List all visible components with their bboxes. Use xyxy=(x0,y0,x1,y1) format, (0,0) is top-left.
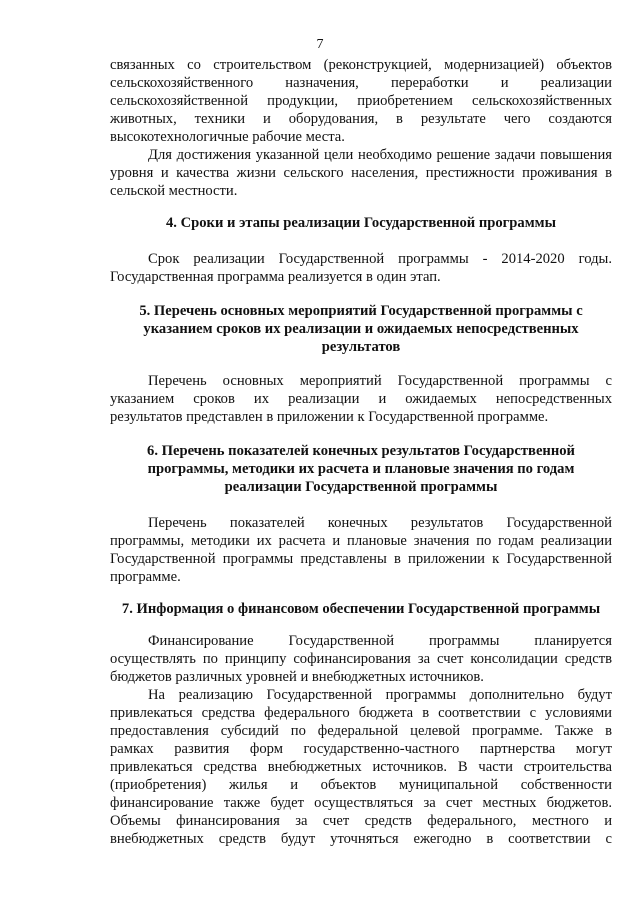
text-line: сельскохозяйственного назначения, переработки и реализации xyxy=(110,75,612,91)
text-line: программе. xyxy=(110,569,181,585)
text-line: результатов представлен в приложении к Государственной программе. xyxy=(110,409,549,425)
text-line: осуществлять по принципу софинансирования за счет консолидации средств xyxy=(110,651,612,667)
text-line: внебюджетных средств будут уточняться ежегодно в соответствии с xyxy=(110,831,612,847)
text-line: сельскохозяйственной продукции, приобретением сельскохозяйственных xyxy=(110,93,612,109)
text-line: (приобретения) жилья и объектов муниципальной собственности xyxy=(110,777,612,793)
text-line: сельской местности. xyxy=(110,183,238,199)
text-line: указанием сроков их реализации и ожидаемых непосредственных xyxy=(110,391,612,407)
section-heading-4: 4. Сроки и этапы реализации Государственной программы xyxy=(166,215,556,231)
text-line: рамках развития форм государственно-частного партнерства могут xyxy=(110,741,612,757)
text-line: Перечень показателей конечных результатов Государственной xyxy=(148,515,612,531)
text-line: Финансирование Государственной программы планируется xyxy=(148,633,612,649)
text-line: Для достижения указанной цели необходимо решение задачи повышения xyxy=(148,147,612,163)
text-line: финансирование также будет осуществляться за счет местных бюджетов. xyxy=(110,795,612,811)
text-line: привлекаться средства федерального бюджета в соответствии с условиями xyxy=(110,705,612,721)
text-line: предоставления субсидий по федеральной целевой программе. Также в xyxy=(110,723,612,739)
text-line: Перечень основных мероприятий Государственной программы с xyxy=(148,373,612,389)
text-line: животных, техники и оборудования, в результате чего создаются xyxy=(110,111,612,127)
section-heading-7: 7. Информация о финансовом обеспечении Государственной программы xyxy=(121,601,601,617)
text-line: связанных со строительством (реконструкцией, модернизацией) объектов xyxy=(110,57,612,73)
text-line: бюджетов различных уровней и внебюджетных источников. xyxy=(110,669,484,685)
text-line: Объемы финансирования за счет средств федерального, местного и xyxy=(110,813,612,829)
text-line: привлекаться средства внебюджетных источников. В части строительства xyxy=(110,759,612,775)
text-line: уровня и качества жизни сельского населения, престижности проживания в xyxy=(110,165,612,181)
heading-line: реализации Государственной программы xyxy=(224,479,498,495)
text-line: Срок реализации Государственной программы - 2014-2020 годы. xyxy=(148,251,612,267)
heading-line: результатов xyxy=(321,339,401,355)
text-line: высокотехнологичные рабочие места. xyxy=(110,129,345,145)
heading-line: 6. Перечень показателей конечных результатов Государственной xyxy=(147,443,575,459)
text-line: Государственной программы представлены в приложении к Государственной xyxy=(110,551,612,567)
heading-line: программы, методики их расчета и плановые значения по годам xyxy=(147,461,575,477)
text-line: программы, методики их расчета и плановые значения по годам реализации xyxy=(110,533,612,549)
heading-line: 5. Перечень основных мероприятий Государственной программы с xyxy=(139,303,583,319)
text-line: Государственная программа реализуется в один этап. xyxy=(110,269,441,285)
text-line: На реализацию Государственной программы дополнительно будут xyxy=(148,687,612,703)
heading-line: указанием сроков их реализации и ожидаемых непосредственных xyxy=(143,321,579,337)
page-number: 7 xyxy=(316,37,324,52)
